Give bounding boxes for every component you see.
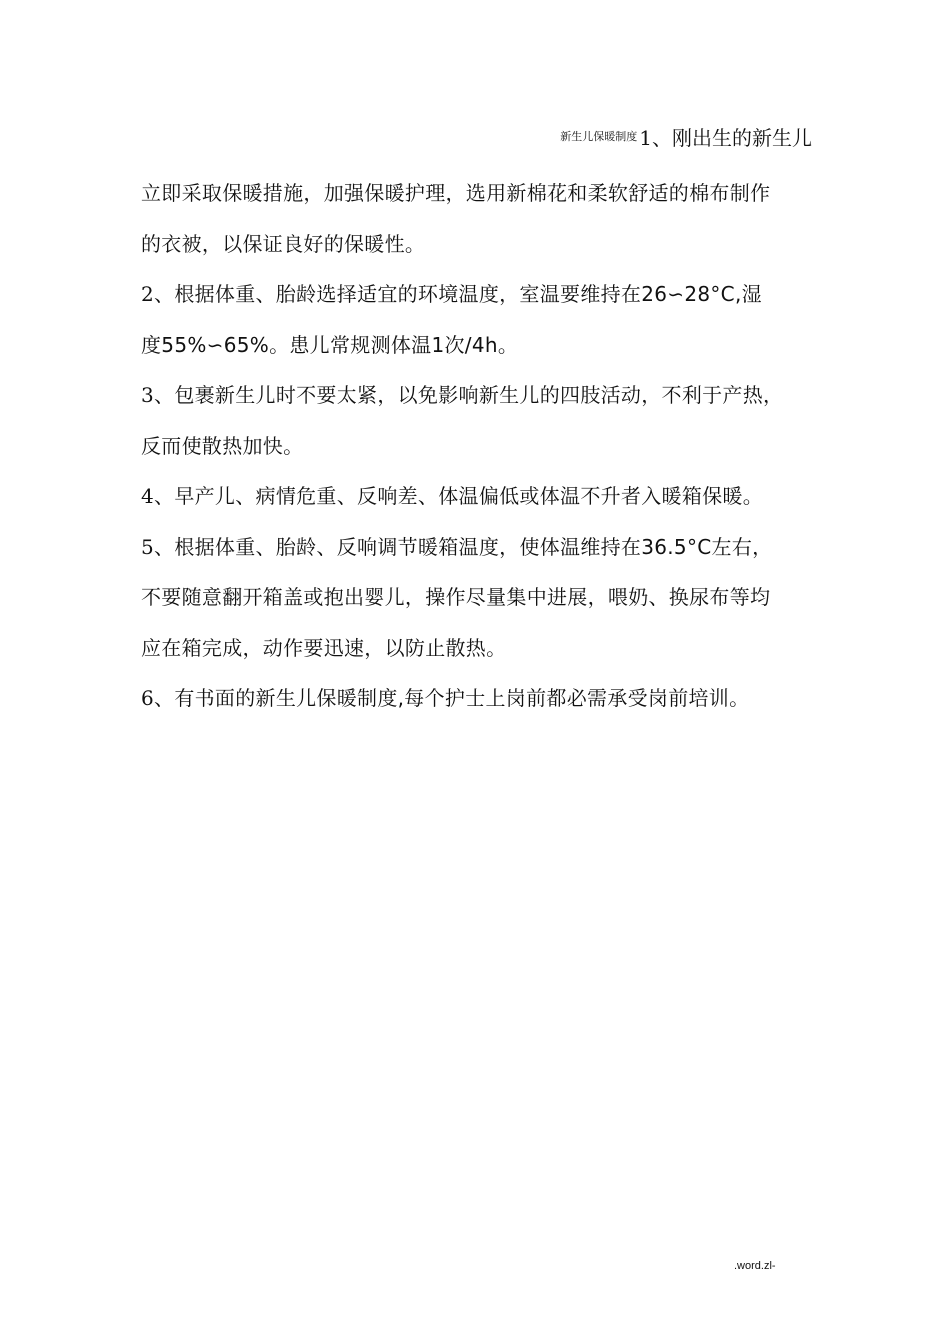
paragraph-line (141, 269, 821, 320)
paragraph-line: 度55%∽65%。患儿常规测体温1次/4h。 (141, 332, 519, 357)
item-number: 3 (141, 383, 155, 407)
item-number: 4 (141, 484, 155, 508)
paragraph-line (141, 673, 821, 724)
item-text: 、刚出生的新生儿 (652, 126, 812, 150)
item-text: 、根据体重、胎龄、反响调节暖箱温度，使体温维持在36.5°C左右， (154, 534, 773, 559)
item-number: 1 (639, 126, 652, 150)
paragraph-line: 应在箱完成，动作要迅速，以防止散热。 (141, 635, 507, 660)
paragraph-line: 的衣被，以保证良好的保暖性。 (141, 231, 426, 256)
paragraph-line: 反而使散热加快。 (141, 433, 304, 458)
item-number: 2 (141, 282, 155, 306)
paragraph-line: 不要随意翻开箱盖或抱出婴儿，操作尽量集中进展，喂奶、换尿布等均 (141, 585, 771, 609)
paragraph-line (141, 522, 821, 573)
paragraph-line: 立即采取保暖措施，加强保暖护理，选用新棉花和柔软舒适的棉布制作 (141, 181, 771, 205)
document-title: 新生儿保暖制度 (560, 130, 638, 143)
item-text: 、包裹新生儿时不要太紧，以免影响新生儿的四肢活动，不利于产热， (154, 383, 784, 407)
paragraph-line (141, 370, 821, 421)
item-text: 、有书面的新生儿保暖制度,每个护士上岗前都必需承受岗前培训。 (154, 686, 750, 710)
document-body (141, 168, 821, 724)
paragraph-line (141, 471, 821, 522)
item-text: 、根据体重、胎龄选择适宜的环境温度，室温要维持在26∽28°C,湿 (154, 282, 762, 306)
item-text: 、早产儿、病情危重、反响差、体温偏低或体温不升者入暖箱保暖。 (154, 484, 764, 508)
item-number: 6 (141, 686, 155, 710)
page-footer: .word.zl- (734, 1260, 776, 1272)
header-line (560, 121, 812, 154)
item-number: 5 (141, 534, 155, 559)
